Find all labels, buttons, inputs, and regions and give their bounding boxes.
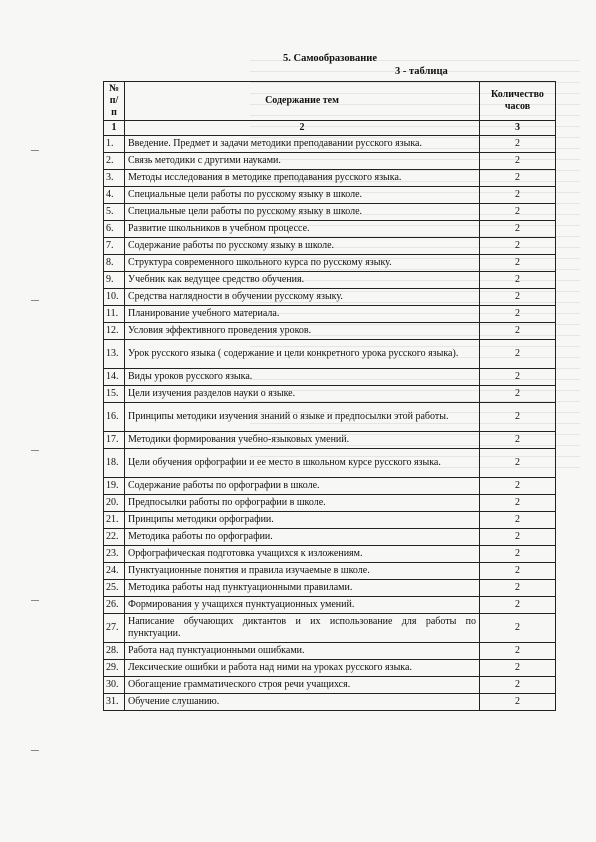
- header-hours: Количество часов: [480, 82, 556, 121]
- row-number: 23.: [104, 546, 125, 563]
- margin-mark: [31, 300, 39, 301]
- row-topic: Методика работы по орфографии.: [125, 529, 480, 546]
- row-topic: Введение. Предмет и задачи методики преподавании русского языка.: [125, 136, 480, 153]
- row-hours: 2: [480, 153, 556, 170]
- table-index-row: [104, 121, 556, 136]
- row-number: 15.: [104, 386, 125, 403]
- row-topic: Учебник как ведущее средство обучения.: [125, 272, 480, 289]
- row-number: 19.: [104, 478, 125, 495]
- table-row: [104, 563, 556, 580]
- row-hours: 2: [480, 386, 556, 403]
- table-row: [104, 170, 556, 187]
- row-hours: 2: [480, 238, 556, 255]
- row-hours: 2: [480, 660, 556, 677]
- row-topic: Методы исследования в методике преподавания русского языка.: [125, 170, 480, 187]
- row-hours: 2: [480, 694, 556, 711]
- row-number: 29.: [104, 660, 125, 677]
- margin-mark: [31, 600, 39, 601]
- row-number: 13.: [104, 340, 125, 369]
- row-hours: 2: [480, 432, 556, 449]
- row-topic: Принципы методики орфографии.: [125, 512, 480, 529]
- header-num: № п/п: [104, 82, 125, 121]
- row-topic: Виды уроков русского языка.: [125, 369, 480, 386]
- header-topic: Содержание тем: [125, 82, 480, 121]
- section-title: 5. Самообразование: [283, 53, 378, 64]
- table-row: [104, 614, 556, 643]
- row-topic: Формирования у учащихся пунктуационных умений.: [125, 597, 480, 614]
- row-topic: Методика работы над пунктуационными правилами.: [125, 580, 480, 597]
- table-row: [104, 403, 556, 432]
- row-number: 7.: [104, 238, 125, 255]
- row-topic: Планирование учебного материала.: [125, 306, 480, 323]
- table-row: [104, 136, 556, 153]
- table-row: [104, 495, 556, 512]
- topics-table: [103, 81, 556, 711]
- row-topic: Лексические ошибки и работа над ними на уроках русского языка.: [125, 660, 480, 677]
- row-topic: Специальные цели работы по русскому языку в школе.: [125, 204, 480, 221]
- table-row: [104, 221, 556, 238]
- row-number: 31.: [104, 694, 125, 711]
- table-row: [104, 369, 556, 386]
- row-hours: 2: [480, 136, 556, 153]
- table-row: [104, 187, 556, 204]
- row-topic: Пунктуационные понятия и правила изучаемые в школе.: [125, 563, 480, 580]
- row-hours: 2: [480, 597, 556, 614]
- row-number: 14.: [104, 369, 125, 386]
- row-number: 3.: [104, 170, 125, 187]
- table-row: [104, 677, 556, 694]
- row-number: 30.: [104, 677, 125, 694]
- row-topic: Средства наглядности в обучении русскому языку.: [125, 289, 480, 306]
- row-number: 9.: [104, 272, 125, 289]
- row-hours: 2: [480, 204, 556, 221]
- table-row: [104, 306, 556, 323]
- table-row: [104, 432, 556, 449]
- row-hours: 2: [480, 255, 556, 272]
- row-number: 21.: [104, 512, 125, 529]
- table-row: [104, 478, 556, 495]
- row-number: 28.: [104, 643, 125, 660]
- table-row: [104, 255, 556, 272]
- row-number: 11.: [104, 306, 125, 323]
- row-hours: 2: [480, 478, 556, 495]
- row-hours: 2: [480, 289, 556, 306]
- row-hours: 2: [480, 449, 556, 478]
- row-topic: Структура современного школьного курса по русскому языку.: [125, 255, 480, 272]
- row-hours: 2: [480, 272, 556, 289]
- row-number: 17.: [104, 432, 125, 449]
- row-hours: 2: [480, 306, 556, 323]
- table-row: [104, 660, 556, 677]
- margin-mark: [31, 750, 39, 751]
- table-row: [104, 204, 556, 221]
- row-topic: Развитие школьников в учебном процессе.: [125, 221, 480, 238]
- row-number: 4.: [104, 187, 125, 204]
- row-hours: 2: [480, 677, 556, 694]
- table-row: [104, 597, 556, 614]
- table-body: [104, 136, 556, 711]
- row-number: 25.: [104, 580, 125, 597]
- table-row: [104, 289, 556, 306]
- table-row: [104, 386, 556, 403]
- table-row: [104, 694, 556, 711]
- row-topic: Принципы методики изучения знаний о языке и предпосылки этой работы.: [125, 403, 480, 432]
- table-row: [104, 323, 556, 340]
- row-number: 20.: [104, 495, 125, 512]
- table-row: [104, 238, 556, 255]
- row-number: 8.: [104, 255, 125, 272]
- row-topic: Урок русского языка ( содержание и цели конкретного урока русского языка).: [125, 340, 480, 369]
- table-row: [104, 580, 556, 597]
- row-hours: 2: [480, 643, 556, 660]
- row-number: 5.: [104, 204, 125, 221]
- row-number: 10.: [104, 289, 125, 306]
- table-row: [104, 529, 556, 546]
- table-row: [104, 340, 556, 369]
- row-number: 12.: [104, 323, 125, 340]
- row-number: 26.: [104, 597, 125, 614]
- margin-mark: [31, 150, 39, 151]
- row-hours: 2: [480, 323, 556, 340]
- row-number: 2.: [104, 153, 125, 170]
- row-number: 1.: [104, 136, 125, 153]
- row-number: 16.: [104, 403, 125, 432]
- row-number: 24.: [104, 563, 125, 580]
- table-row: [104, 272, 556, 289]
- row-topic: Цели обучения орфографии и ее место в школьном курсе русского языка.: [125, 449, 480, 478]
- row-topic: Работа над пунктуационными ошибками.: [125, 643, 480, 660]
- table-row: [104, 512, 556, 529]
- row-topic: Связь методики с другими науками.: [125, 153, 480, 170]
- table-row: [104, 449, 556, 478]
- table-row: [104, 643, 556, 660]
- row-topic: Орфографическая подготовка учащихся к изложениям.: [125, 546, 480, 563]
- margin-mark: [31, 450, 39, 451]
- index-cell-1: 1: [104, 121, 125, 136]
- row-hours: 2: [480, 614, 556, 643]
- row-hours: 2: [480, 529, 556, 546]
- row-topic: Обогащение грамматического строя речи учащихся.: [125, 677, 480, 694]
- row-number: 27.: [104, 614, 125, 643]
- table-row: [104, 153, 556, 170]
- row-hours: 2: [480, 563, 556, 580]
- row-hours: 2: [480, 170, 556, 187]
- row-hours: 2: [480, 580, 556, 597]
- row-hours: 2: [480, 369, 556, 386]
- row-number: 18.: [104, 449, 125, 478]
- row-hours: 2: [480, 495, 556, 512]
- row-topic: Содержание работы по орфографии в школе.: [125, 478, 480, 495]
- row-topic: Методики формирования учебно-языковых умений.: [125, 432, 480, 449]
- row-topic: Цели изучения разделов науки о языке.: [125, 386, 480, 403]
- row-topic: Предпосылки работы по орфографии в школе.: [125, 495, 480, 512]
- row-number: 22.: [104, 529, 125, 546]
- row-hours: 2: [480, 187, 556, 204]
- row-topic: Написание обучающих диктантов и их использование для работы по пунктуации.: [125, 614, 480, 643]
- row-topic: Содержание работы по русскому языку в школе.: [125, 238, 480, 255]
- row-hours: 2: [480, 340, 556, 369]
- row-topic: Условия эффективного проведения уроков.: [125, 323, 480, 340]
- row-hours: 2: [480, 403, 556, 432]
- index-cell-3: 3: [480, 121, 556, 136]
- table-row: [104, 546, 556, 563]
- table-caption: 3 - таблица: [395, 66, 448, 77]
- row-hours: 2: [480, 512, 556, 529]
- index-cell-2: 2: [125, 121, 480, 136]
- row-hours: 2: [480, 546, 556, 563]
- row-topic: Обучение слушанию.: [125, 694, 480, 711]
- row-number: 6.: [104, 221, 125, 238]
- row-topic: Специальные цели работы по русскому языку в школе.: [125, 187, 480, 204]
- table-header-row: [104, 82, 556, 121]
- row-hours: 2: [480, 221, 556, 238]
